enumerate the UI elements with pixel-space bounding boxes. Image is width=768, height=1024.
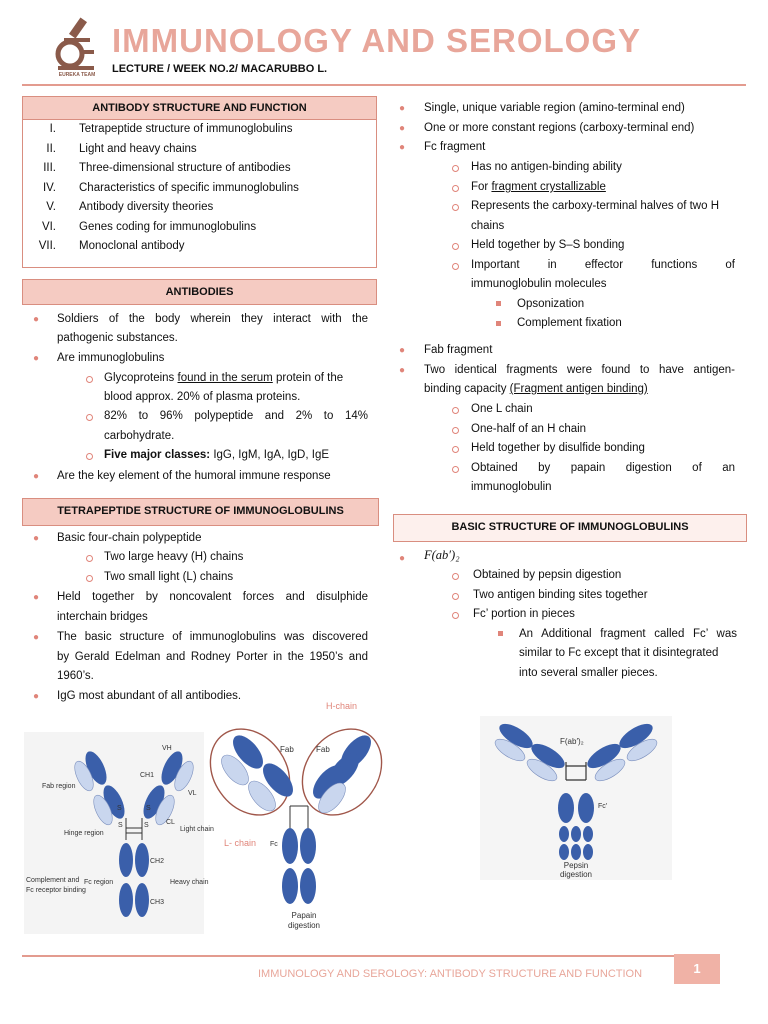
svg-text:Fc region: Fc region — [84, 879, 114, 886]
sub-bullet-icon — [86, 414, 93, 421]
bullet-icon: ● — [33, 314, 40, 325]
sub-bullet-icon — [452, 593, 459, 600]
l-chain-label: L- chain — [224, 838, 257, 848]
papain-digestion-diagram — [204, 700, 390, 934]
fc-item-5-l2: immunoglobulin molecules — [471, 278, 607, 290]
svg-text:CH2: CH2 — [150, 858, 165, 865]
sub-bullet-icon — [452, 185, 459, 192]
svg-text:VH: VH — [162, 745, 172, 752]
svg-text:CH3: CH3 — [150, 899, 165, 906]
svg-text:Fab: Fab — [316, 745, 330, 754]
fc-item-3-l2: chains — [471, 220, 505, 232]
sub-bullet-icon — [86, 555, 93, 562]
sub-bullet-icon — [452, 243, 459, 250]
bullet-icon: ● — [33, 592, 40, 603]
fc-item-4: Held together by S–S bonding — [471, 239, 625, 251]
toc-item-text: Genes coding for immunoglobulins — [79, 220, 257, 233]
square-bullet-icon — [498, 631, 503, 636]
sub-bullet-icon — [452, 165, 459, 172]
svg-text:CH1: CH1 — [140, 772, 155, 779]
svg-text:Pepsin: Pepsin — [563, 861, 589, 870]
svg-text:Heavy chain: Heavy chain — [170, 879, 209, 886]
fc-item-5-l1: Important in effector functions of — [471, 259, 735, 271]
basic-s3: Fc’ portion in pieces — [473, 608, 575, 620]
fab-item-3: Held together by disulfide bonding — [471, 442, 645, 454]
tetra-s2: Two small light (L) chains — [104, 571, 234, 583]
svg-text:Papain: Papain — [291, 911, 317, 920]
basic-s3a-l1: An Additional fragment called Fc’ was — [519, 628, 737, 640]
tetra-heading: TETRAPEPTIDE STRUCTURE OF IMMUNOGLOBULINS — [22, 498, 379, 526]
svg-text:S: S — [117, 805, 122, 812]
tetra-b2-l2: interchain bridges — [57, 611, 148, 623]
page-title: IMMUNOLOGY AND SEROLOGY — [112, 22, 642, 59]
fab2-formula: F(ab′)₂ — [424, 548, 460, 562]
bullet-icon: ● — [33, 533, 40, 544]
fab-item-4-l2: immunoglobulin — [471, 481, 552, 493]
bullet-icon: ● — [399, 365, 406, 376]
antibodies-b1-l1: Soldiers of the body wherein they interact with the — [57, 313, 368, 325]
tetra-s1: Two large heavy (H) chains — [104, 551, 244, 563]
bullet-icon: ● — [33, 471, 40, 482]
antibodies-b2: Are immunoglobulins — [57, 352, 165, 364]
antibodies-b3: Are the key element of the humoral immune response — [57, 470, 331, 482]
bullet-icon: ● — [33, 632, 40, 643]
basic-s3a-l2: similar to Fc except that it disintegrated — [519, 647, 719, 659]
sub-bullet-icon — [452, 407, 459, 414]
svg-text:S: S — [146, 805, 151, 812]
svg-text:CL: CL — [166, 819, 175, 826]
svg-text:digestion: digestion — [559, 870, 593, 879]
right-b3: Fc fragment — [424, 141, 486, 153]
right-b5-l1: Two identical fragments were found to have antigen- — [424, 364, 735, 376]
antibodies-b1-l2: pathogenic substances. — [57, 332, 178, 344]
tetra-b3-l1: The basic structure of immunoglobulins was discovered — [57, 631, 368, 643]
sub-bullet-icon — [452, 204, 459, 211]
fc-item-1: Has no antigen-binding ability — [471, 161, 622, 173]
tetra-b4: IgG most abundant of all antibodies. — [57, 690, 242, 702]
svg-text:VL: VL — [188, 790, 197, 797]
toc-item-text: Three-dimensional structure of antibodies — [79, 162, 291, 174]
sub-bullet-icon — [86, 376, 93, 383]
svg-text:digestion: digestion — [287, 921, 321, 930]
sub-bullet-icon — [452, 446, 459, 453]
sub-bullet-icon — [452, 427, 459, 434]
basic-heading: BASIC STRUCTURE OF IMMUNOGLOBULINS — [393, 514, 747, 542]
tetra-b3-l3: 1960’s. — [57, 670, 94, 682]
svg-text:Fc receptor binding: Fc receptor binding — [26, 887, 86, 894]
bullet-icon: ● — [33, 353, 40, 364]
svg-text:Fab: Fab — [280, 745, 294, 754]
sub-bullet-icon — [86, 575, 93, 582]
tetra-b3-l2: by Gerald Edelman and Rodney Porter in the 1950’s and — [57, 651, 368, 663]
page-number: 1 — [674, 954, 720, 984]
svg-text:Fc′: Fc′ — [598, 803, 608, 810]
fab-item-2: One-half of an H chain — [471, 423, 587, 435]
right-b4: Fab fragment — [424, 344, 493, 356]
bullet-icon: ● — [33, 691, 40, 702]
toc-item-number: VI. — [41, 220, 56, 233]
fc-item-5a: Opsonization — [517, 298, 585, 310]
svg-text:Hinge region: Hinge region — [64, 830, 104, 837]
bullet-icon: ● — [399, 553, 406, 564]
toc-item-number: VII. — [38, 240, 56, 252]
bullet-icon: ● — [399, 103, 406, 114]
toc-item-text: Tetrapeptide structure of immunoglobulins — [79, 123, 293, 135]
toc-item-number: III. — [43, 162, 56, 174]
right-b2: One or more constant regions (carboxy-terminal end) — [424, 122, 695, 134]
antibodies-s2-l2: carbohydrate. — [104, 430, 175, 442]
sub-bullet-icon — [452, 573, 459, 580]
antibodies-s1-l2: blood approx. 20% of plasma proteins. — [104, 391, 301, 403]
bullet-icon: ● — [399, 142, 406, 153]
svg-text:S: S — [144, 822, 149, 829]
bullet-icon: ● — [399, 123, 406, 134]
square-bullet-icon — [496, 301, 501, 306]
sub-bullet-icon — [86, 453, 93, 460]
svg-text:S: S — [118, 822, 123, 829]
fc-item-3-l1: Represents the carboxy-terminal halves of two H — [471, 200, 719, 212]
basic-s2: Two antigen binding sites together — [473, 589, 648, 601]
antibodies-s1-l1: Glycoproteins found in the serum protein of the — [104, 372, 344, 384]
sub-bullet-icon — [452, 612, 459, 619]
toc-item-number: V. — [46, 201, 56, 213]
toc-item-number: IV. — [42, 181, 56, 194]
toc-box — [22, 120, 377, 268]
sub-bullet-icon — [452, 263, 459, 270]
antibody-structure-diagram — [24, 732, 214, 934]
toc-item-text: Antibody diversity theories — [79, 201, 214, 213]
sub-bullet-icon — [452, 466, 459, 473]
tetra-b1: Basic four-chain polypeptide — [57, 532, 202, 544]
square-bullet-icon — [496, 321, 501, 326]
antibodies-heading: ANTIBODIES — [22, 279, 377, 305]
svg-text:Fc: Fc — [270, 841, 278, 848]
fc-item-2: For fragment crystallizable — [471, 181, 606, 193]
footer-divider — [22, 955, 718, 957]
logo-icon — [48, 16, 106, 78]
page-subtitle: LECTURE / WEEK NO.2/ MACARUBBO L. — [112, 63, 328, 75]
fab-item-1: One L chain — [471, 403, 533, 415]
svg-text:F(ab′)₂: F(ab′)₂ — [560, 737, 584, 746]
right-b1: Single, unique variable region (amino-terminal end) — [424, 102, 685, 114]
right-b5-l2: binding capacity (Fragment antigen binding) — [424, 383, 648, 395]
svg-text:Light chain: Light chain — [180, 826, 214, 833]
h-chain-label: H-chain — [326, 701, 358, 711]
toc-item-number: II. — [46, 142, 56, 155]
toc-heading: ANTIBODY STRUCTURE AND FUNCTION — [22, 96, 377, 120]
pepsin-digestion-diagram — [480, 716, 672, 880]
antibodies-s2-l1: 82% to 96% polypeptide and 2% to 14% — [104, 410, 368, 422]
svg-text:Complement and: Complement and — [26, 877, 80, 884]
bullet-icon: ● — [399, 345, 406, 356]
toc-item-text: Light and heavy chains — [79, 142, 197, 155]
basic-s1: Obtained by pepsin digestion — [473, 569, 622, 581]
footer-text: IMMUNOLOGY AND SEROLOGY: ANTIBODY STRUCTURE AND FUNCTION — [258, 968, 643, 980]
logo-text: EUREKA TEAM — [58, 72, 96, 78]
antibodies-s3: Five major classes: IgG, IgM, IgA, IgD, IgE — [104, 449, 330, 461]
toc-item-text: Monoclonal antibody — [79, 240, 185, 252]
fab-item-4-l1: Obtained by papain digestion of an — [471, 462, 735, 474]
toc-item-text: Characteristics of specific immunoglobulins — [79, 181, 299, 194]
fc-item-5b: Complement fixation — [517, 317, 622, 329]
basic-s3a-l3: into several smaller pieces. — [519, 667, 658, 679]
tetra-b2-l1: Held together by noncovalent forces and disulphide — [57, 591, 368, 603]
toc-item-number: I. — [49, 123, 56, 135]
svg-text:Fab region: Fab region — [42, 783, 76, 790]
header-divider — [22, 84, 746, 86]
